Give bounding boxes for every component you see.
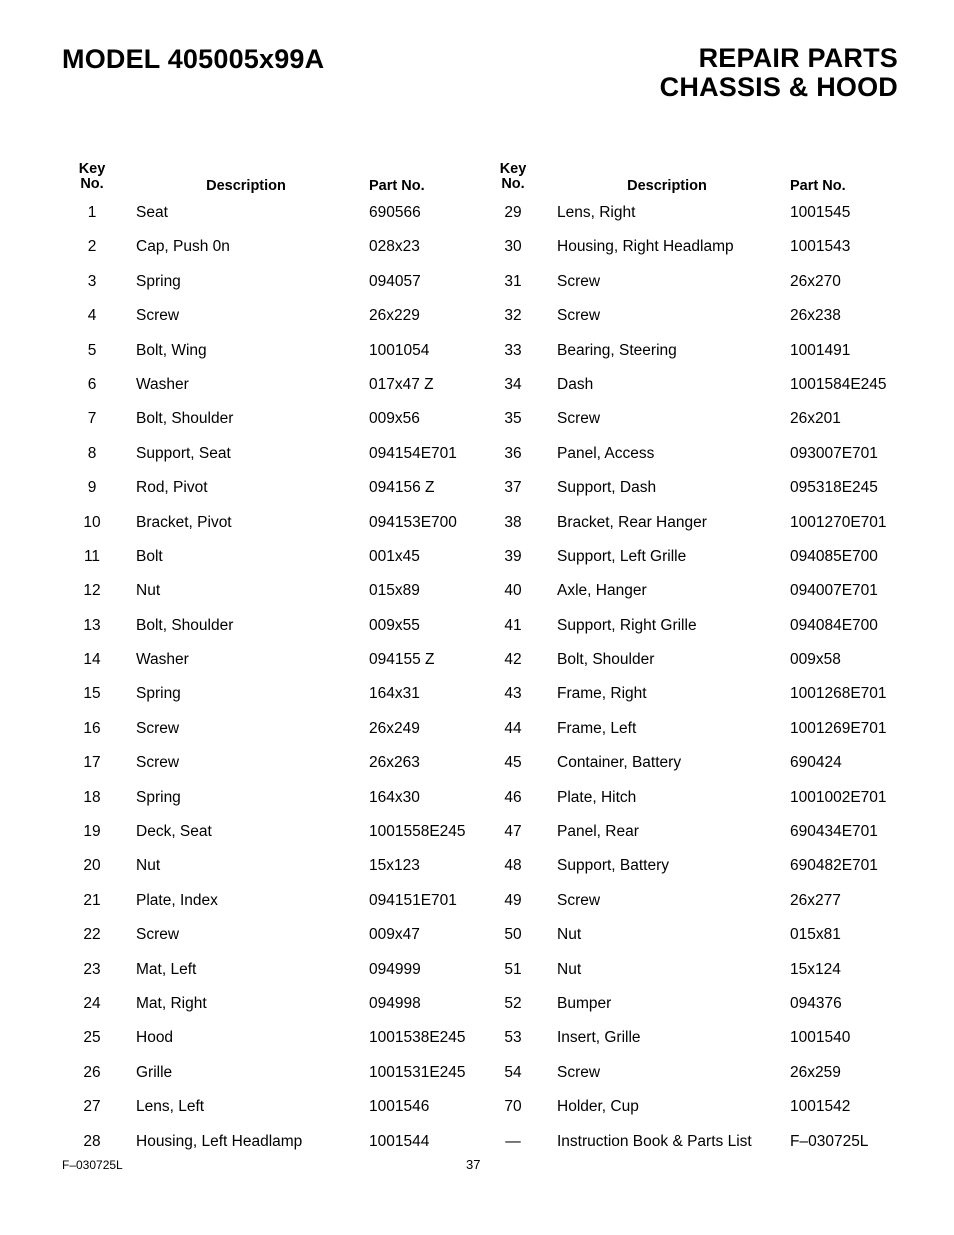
part-description: Plate, Hitch <box>557 788 637 806</box>
part-number: 1001545 <box>790 204 851 221</box>
part-description: Support, Battery <box>557 857 670 875</box>
part-number: 15x124 <box>790 960 841 978</box>
table-row <box>483 853 903 887</box>
part-description: Bolt, Shoulder <box>557 651 655 669</box>
page-number: 37 <box>466 1157 481 1172</box>
key-number: 37 <box>504 479 522 497</box>
key-number: 32 <box>504 307 522 325</box>
key-number: 36 <box>504 444 522 462</box>
table-body <box>62 200 482 1163</box>
part-description: Hood <box>136 1029 174 1047</box>
table-row <box>483 716 903 750</box>
part-description: Bracket, Pivot <box>136 513 232 531</box>
table-row <box>62 441 482 475</box>
section-title-line2: CHASSIS & HOOD <box>659 72 898 102</box>
part-number: 094155 Z <box>369 651 435 669</box>
part-no-header: Part No. <box>369 178 425 194</box>
part-number: 094999 <box>369 960 421 978</box>
table-row <box>62 1060 482 1094</box>
key-number: 1 <box>87 204 97 221</box>
key-number: 23 <box>83 960 101 978</box>
part-description: Screw <box>136 719 180 737</box>
part-number: 690566 <box>369 204 421 221</box>
part-description: Screw <box>557 1063 601 1081</box>
part-number: 1001270E701 <box>790 513 887 531</box>
table-row <box>483 578 903 612</box>
key-number: 38 <box>504 513 522 531</box>
table-row <box>62 1025 482 1059</box>
table-row <box>62 853 482 887</box>
part-description: Panel, Rear <box>557 823 639 841</box>
key-number: 20 <box>83 857 101 875</box>
table-row <box>62 750 482 784</box>
table-row <box>62 475 482 509</box>
part-number: F–030725L <box>790 1132 869 1150</box>
part-description: Nut <box>136 857 161 875</box>
key-number: 28 <box>83 1132 101 1150</box>
part-description: Dash <box>557 375 594 393</box>
part-description: Deck, Seat <box>136 823 212 841</box>
part-description: Screw <box>136 307 180 325</box>
key-number: 34 <box>504 375 522 393</box>
key-number: 29 <box>504 204 522 221</box>
table-row <box>62 303 482 337</box>
table-row <box>483 819 903 853</box>
key-header-line2: No. <box>80 176 104 192</box>
key-header-line2: No. <box>501 176 525 192</box>
part-number: 009x56 <box>369 410 420 428</box>
key-number: 54 <box>504 1063 522 1081</box>
key-number: 17 <box>83 754 101 772</box>
table-row <box>62 200 482 234</box>
part-description: Support, Right Grille <box>557 616 697 634</box>
part-number: 1001542 <box>790 1098 851 1116</box>
part-number: 094007E701 <box>790 582 878 600</box>
key-number: 21 <box>83 891 101 909</box>
table-row <box>483 406 903 440</box>
part-description: Cap, Push 0n <box>136 238 230 256</box>
part-number: 690482E701 <box>790 857 878 875</box>
key-number: 25 <box>83 1029 101 1047</box>
part-description: Bolt, Shoulder <box>136 410 234 428</box>
part-description: Spring <box>136 272 181 290</box>
table-row <box>483 647 903 681</box>
part-number: 26x201 <box>790 410 841 428</box>
table-row <box>483 1060 903 1094</box>
part-description: Housing, Right Headlamp <box>557 238 734 256</box>
part-number: 028x23 <box>369 238 420 256</box>
part-description: Washer <box>136 375 189 393</box>
part-number: 26x229 <box>369 307 420 325</box>
section-title <box>660 44 898 102</box>
part-description: Nut <box>557 926 582 944</box>
part-number: 1001544 <box>369 1132 430 1150</box>
part-number: 1001558E245 <box>369 823 466 841</box>
key-number: 14 <box>83 651 101 669</box>
table-row <box>483 303 903 337</box>
part-description: Rod, Pivot <box>136 479 208 497</box>
key-number: 50 <box>504 926 522 944</box>
description-header: Description <box>627 178 707 194</box>
key-number: 11 <box>83 547 101 565</box>
table-row <box>483 510 903 544</box>
part-number: 1001543 <box>790 238 851 256</box>
part-description: Seat <box>136 204 168 221</box>
key-number: 30 <box>504 238 522 256</box>
part-description: Screw <box>557 307 601 325</box>
table-row <box>62 234 482 268</box>
table-row <box>62 785 482 819</box>
part-description: Bracket, Rear Hanger <box>557 513 707 531</box>
part-number: 15x123 <box>369 857 420 875</box>
key-number: 2 <box>87 238 97 256</box>
key-number: 51 <box>504 960 522 978</box>
part-description: Spring <box>136 685 181 703</box>
table-row <box>62 957 482 991</box>
table-row <box>483 372 903 406</box>
key-number: 10 <box>83 513 101 531</box>
table-row <box>62 510 482 544</box>
table-header <box>483 160 903 200</box>
table-row <box>62 991 482 1025</box>
key-number: 52 <box>504 994 522 1012</box>
part-number: 1001268E701 <box>790 685 887 703</box>
key-number: 70 <box>504 1098 522 1116</box>
key-number: 8 <box>87 444 97 462</box>
key-number: 9 <box>87 479 97 497</box>
table-row <box>62 406 482 440</box>
part-number: 1001002E701 <box>790 788 887 806</box>
key-no-header <box>62 162 122 192</box>
table-row <box>62 578 482 612</box>
key-number: 6 <box>87 375 97 393</box>
key-number: 19 <box>83 823 101 841</box>
part-number: 015x89 <box>369 582 420 600</box>
part-description: Bolt <box>136 547 163 565</box>
table-row <box>483 613 903 647</box>
part-description: Screw <box>136 926 180 944</box>
table-body <box>483 200 903 1163</box>
key-number: 43 <box>504 685 522 703</box>
model-title: MODEL 405005x99A <box>62 44 325 74</box>
part-description: Frame, Left <box>557 719 637 737</box>
part-number: 164x30 <box>369 788 420 806</box>
key-number: 7 <box>87 410 97 428</box>
part-number: 164x31 <box>369 685 420 703</box>
part-description: Lens, Left <box>136 1098 205 1116</box>
key-header-line1: Key <box>78 161 106 177</box>
table-row <box>483 785 903 819</box>
key-number: 16 <box>83 719 101 737</box>
part-description: Screw <box>557 272 601 290</box>
part-number: 094376 <box>790 994 842 1012</box>
key-number: 31 <box>504 272 522 290</box>
part-description: Container, Battery <box>557 754 682 772</box>
part-description: Panel, Access <box>557 444 655 462</box>
table-row <box>483 922 903 956</box>
key-number: 26 <box>83 1063 101 1081</box>
part-number: 094998 <box>369 994 421 1012</box>
part-number: 094151E701 <box>369 891 457 909</box>
part-description: Bolt, Shoulder <box>136 616 234 634</box>
part-description: Bolt, Wing <box>136 341 207 359</box>
part-number: 1001538E245 <box>369 1029 466 1047</box>
key-number: — <box>505 1132 521 1150</box>
part-description: Holder, Cup <box>557 1098 639 1116</box>
key-number: 53 <box>504 1029 522 1047</box>
description-header: Description <box>206 178 286 194</box>
key-number: 44 <box>504 719 522 737</box>
part-number: 1001531E245 <box>369 1063 466 1081</box>
key-number: 47 <box>504 823 522 841</box>
part-number: 094085E700 <box>790 547 878 565</box>
key-header-line1: Key <box>499 161 527 177</box>
part-number: 1001540 <box>790 1029 851 1047</box>
key-number: 46 <box>504 788 522 806</box>
part-description: Nut <box>136 582 161 600</box>
table-row <box>62 372 482 406</box>
part-number: 26x277 <box>790 891 841 909</box>
key-number: 49 <box>504 891 522 909</box>
part-description: Grille <box>136 1063 173 1081</box>
key-number: 22 <box>83 926 101 944</box>
key-number: 42 <box>504 651 522 669</box>
key-number: 40 <box>504 582 522 600</box>
key-number: 27 <box>83 1098 101 1116</box>
part-description: Support, Left Grille <box>557 547 687 565</box>
key-number: 15 <box>83 685 101 703</box>
part-description: Plate, Index <box>136 891 218 909</box>
part-description: Support, Dash <box>557 479 657 497</box>
part-description: Spring <box>136 788 181 806</box>
part-number: 26x263 <box>369 754 420 772</box>
key-number: 35 <box>504 410 522 428</box>
part-number: 009x47 <box>369 926 420 944</box>
part-number: 094154E701 <box>369 444 457 462</box>
part-number: 093007E701 <box>790 444 878 462</box>
table-row <box>483 1094 903 1128</box>
part-description: Instruction Book & Parts List <box>557 1132 752 1150</box>
table-header <box>62 160 482 200</box>
part-number: 009x58 <box>790 651 841 669</box>
part-number: 015x81 <box>790 926 841 944</box>
table-row <box>62 338 482 372</box>
table-row <box>62 681 482 715</box>
table-row <box>483 750 903 784</box>
key-number: 41 <box>504 616 522 634</box>
key-number: 12 <box>83 582 101 600</box>
part-description: Housing, Left Headlamp <box>136 1132 303 1150</box>
table-row <box>62 819 482 853</box>
part-number: 690434E701 <box>790 823 878 841</box>
table-row <box>62 613 482 647</box>
key-number: 39 <box>504 547 522 565</box>
part-description: Nut <box>557 960 582 978</box>
key-number: 24 <box>83 994 101 1012</box>
part-number: 001x45 <box>369 547 420 565</box>
part-description: Mat, Left <box>136 960 197 978</box>
key-number: 3 <box>87 272 97 290</box>
table-row <box>483 338 903 372</box>
parts-table-right <box>483 160 903 1163</box>
part-description: Lens, Right <box>557 204 636 221</box>
key-number: 18 <box>83 788 101 806</box>
part-number: 26x238 <box>790 307 841 325</box>
part-number: 690424 <box>790 754 842 772</box>
part-description: Screw <box>557 891 601 909</box>
section-title-line1: REPAIR PARTS <box>698 43 898 73</box>
part-description: Bearing, Steering <box>557 341 677 359</box>
key-number: 48 <box>504 857 522 875</box>
table-row <box>483 234 903 268</box>
parts-table-left <box>62 160 482 1163</box>
table-row <box>62 888 482 922</box>
part-number: 094057 <box>369 272 421 290</box>
table-row <box>483 475 903 509</box>
part-number: 1001491 <box>790 341 851 359</box>
part-description: Screw <box>557 410 601 428</box>
table-row <box>62 1094 482 1128</box>
table-row <box>483 269 903 303</box>
part-number: 094156 Z <box>369 479 435 497</box>
part-number: 26x270 <box>790 272 841 290</box>
table-row <box>483 200 903 234</box>
table-row <box>483 957 903 991</box>
table-row <box>483 1129 903 1163</box>
part-number: 26x249 <box>369 719 420 737</box>
table-row <box>483 888 903 922</box>
table-row <box>62 544 482 578</box>
part-number: 009x55 <box>369 616 420 634</box>
key-number: 4 <box>87 307 97 325</box>
part-description: Support, Seat <box>136 444 231 462</box>
part-number: 1001269E701 <box>790 719 887 737</box>
part-number: 094084E700 <box>790 616 878 634</box>
part-description: Screw <box>136 754 180 772</box>
table-row <box>62 269 482 303</box>
part-description: Washer <box>136 651 189 669</box>
document-code: F–030725L <box>62 1158 123 1172</box>
table-row <box>483 1025 903 1059</box>
key-number: 5 <box>87 341 97 359</box>
table-row <box>483 991 903 1025</box>
part-number: 1001546 <box>369 1098 430 1116</box>
part-number: 095318E245 <box>790 479 878 497</box>
key-number: 33 <box>504 341 522 359</box>
table-row <box>62 716 482 750</box>
table-row <box>62 647 482 681</box>
part-number: 1001584E245 <box>790 375 887 393</box>
part-description: Frame, Right <box>557 685 647 703</box>
table-row <box>483 441 903 475</box>
part-description: Mat, Right <box>136 994 207 1012</box>
part-number: 26x259 <box>790 1063 841 1081</box>
key-number: 13 <box>83 616 101 634</box>
table-row <box>62 1129 482 1163</box>
part-no-header: Part No. <box>790 178 846 194</box>
table-row <box>483 544 903 578</box>
part-number: 017x47 Z <box>369 375 434 393</box>
part-number: 1001054 <box>369 341 430 359</box>
part-description: Insert, Grille <box>557 1029 641 1047</box>
table-row <box>483 681 903 715</box>
part-description: Bumper <box>557 994 612 1012</box>
table-row <box>62 922 482 956</box>
part-description: Axle, Hanger <box>557 582 647 600</box>
part-number: 094153E700 <box>369 513 457 531</box>
key-no-header <box>483 162 543 192</box>
key-number: 45 <box>504 754 522 772</box>
